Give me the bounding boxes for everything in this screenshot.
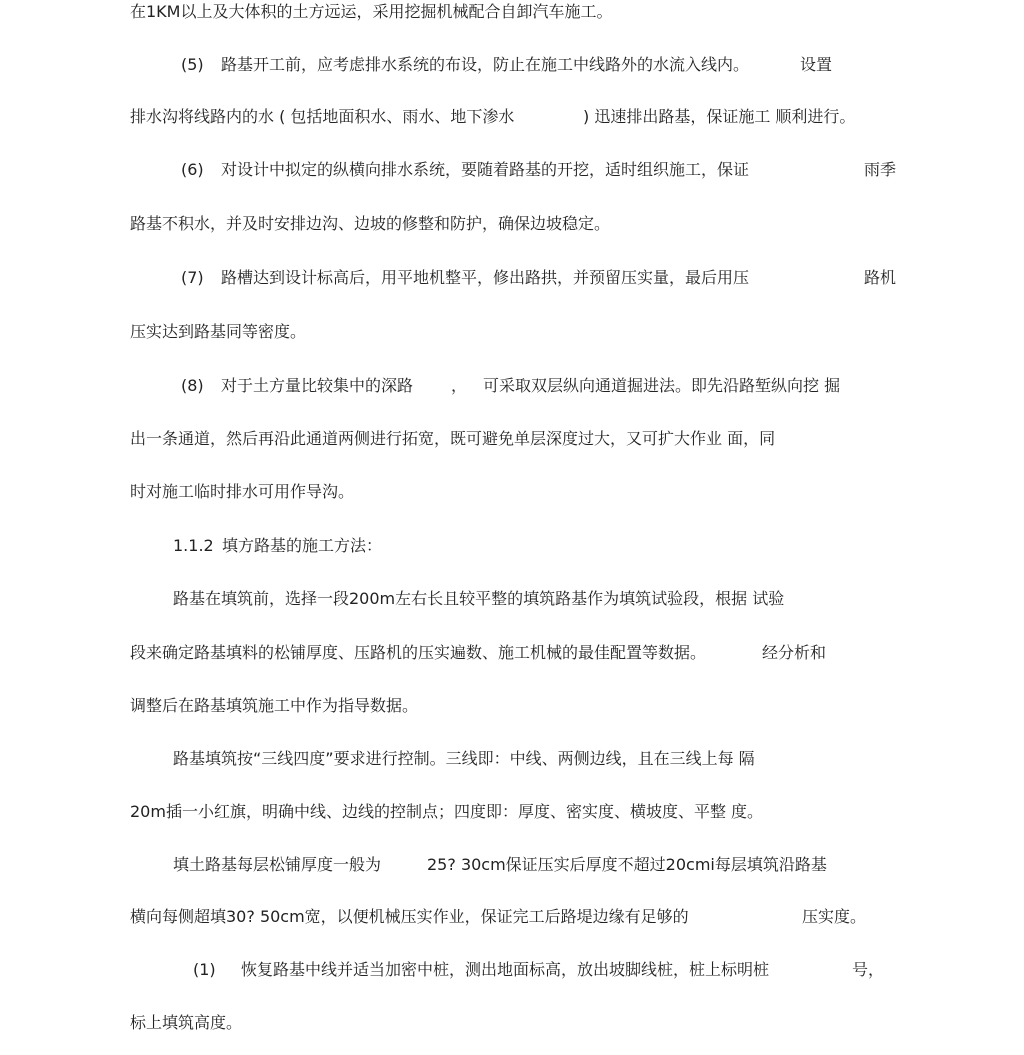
line-5-text: 路基不积水，并及时安排边沟、边坡的修整和防护，确保边坡稳定。 [130, 214, 611, 233]
line-16-text: 20m插一小红旗，明确中线、边线的控制点；四度即：厚度、密实度、横坡度、平整 度。 [130, 802, 764, 821]
section-number: 1.1.2 [173, 536, 214, 555]
line-8-comma: ， [451, 376, 468, 395]
line-14-text: 调整后在路基填筑施工中作为指导数据。 [130, 696, 419, 715]
line-1-text: 在1KM以上及大体积的土方远运，采用挖掘机械配合自卸汽车施工。 [130, 2, 613, 21]
line-18-end: 压实度。 [802, 907, 867, 926]
line-19-end: 号， [852, 960, 885, 979]
item-number-5: (5) [181, 55, 204, 74]
line-2-text: 路基开工前，应考虑排水系统的布设，防止在施工中线路外的水流入线内。 [221, 55, 750, 74]
line-17-text: 填土路基每层松铺厚度一般为 [173, 855, 382, 874]
line-8-end: 可采取双层纵向通道掘进法。即先沿路堑纵向挖 掘 [483, 376, 841, 395]
line-8-text: 对于土方量比较集中的深路 [221, 376, 414, 395]
line-13-text: 段来确定路基填料的松铺厚度、压路机的压实遍数、施工机械的最佳配置等数据。 [130, 643, 707, 662]
line-17-end: 25? 30cm保证压实后厚度不超过20cmi每层填筑沿路基 [427, 855, 827, 874]
line-2-end: 设置 [800, 55, 833, 74]
line-3-text: 排水沟将线路内的水 ( 包括地面积水、雨水、地下渗水 [130, 107, 515, 126]
item-number-7: (7) [181, 268, 204, 287]
line-7-text: 压实达到路基同等密度。 [130, 322, 307, 341]
item-number-6: (6) [181, 160, 204, 179]
item-number-8: (8) [181, 376, 204, 395]
line-4-text: 对设计中拟定的纵横向排水系统，要随着路基的开挖，适时组织施工，保证 [221, 160, 750, 179]
section-heading: 填方路基的施工方法： [222, 536, 383, 555]
line-13-end: 经分析和 [762, 643, 827, 662]
line-10-text: 时对施工临时排水可用作导沟。 [130, 482, 355, 501]
item-number-1: (1) [193, 960, 216, 979]
line-6-end: 路机 [864, 268, 897, 287]
line-12-text: 路基在填筑前，选择一段200m左右长且较平整的填筑路基作为填筑试验段，根据 试验 [173, 589, 785, 608]
line-18-text: 横向每侧超填30? 50cm宽，以便机械压实作业，保证完工后路堤边缘有足够的 [130, 907, 689, 926]
line-6-text: 路槽达到设计标高后，用平地机整平，修出路拱，并预留压实量，最后用压 [221, 268, 750, 287]
line-20-text: 标上填筑高度。 [130, 1013, 243, 1032]
line-4-end: 雨季 [864, 160, 897, 179]
line-19-text: 恢复路基中线并适当加密中桩，测出地面标高，放出坡脚线桩，桩上标明桩 [241, 960, 770, 979]
line-15-text: 路基填筑按“三线四度”要求进行控制。三线即：中线、两侧边线，且在三线上每 隔 [173, 749, 755, 768]
line-9-text: 出一条通道，然后再沿此通道两侧进行拓宽，既可避免单层深度过大，又可扩大作业 面，同 [130, 429, 776, 448]
line-3-end: ) 迅速排出路基，保证施工 顺利进行。 [583, 107, 856, 126]
